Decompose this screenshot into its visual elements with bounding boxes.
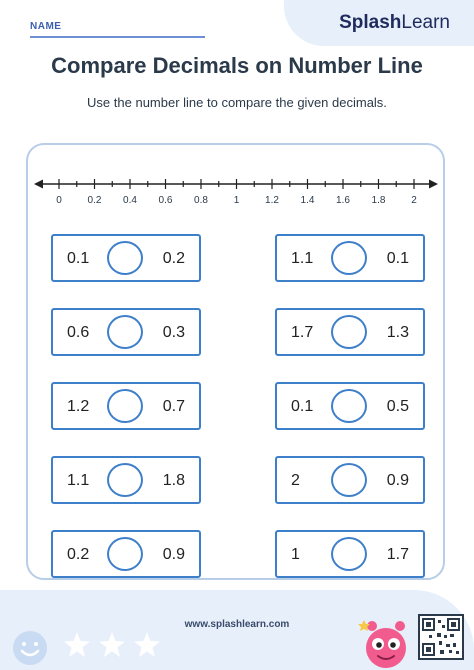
tick-label: 1: [233, 195, 240, 206]
answer-circle[interactable]: [107, 389, 143, 423]
answer-circle[interactable]: [107, 241, 143, 275]
compare-box-5: [51, 382, 201, 430]
left-arrow-icon: [34, 180, 43, 189]
answer-circle[interactable]: [107, 315, 143, 349]
compare-box-1: [51, 234, 201, 282]
left-value: 1.1: [291, 250, 314, 267]
right-value: 1.3: [386, 324, 409, 341]
answer-circle[interactable]: [331, 537, 367, 571]
name-line[interactable]: [30, 36, 205, 38]
right-value: 0.7: [162, 398, 185, 415]
star-icon: [62, 630, 92, 660]
left-value: 1.1: [67, 472, 90, 489]
answer-circle[interactable]: [331, 389, 367, 423]
compare-box-3: [51, 308, 201, 356]
left-value: 0.1: [291, 398, 314, 415]
tick-label: 0.8: [194, 195, 208, 206]
right-arrow-icon: [429, 180, 438, 189]
tick-label: 2: [411, 195, 417, 206]
compare-box-7: [51, 456, 201, 504]
logo-bold-text: Splash: [339, 12, 402, 33]
left-value: 0.1: [67, 250, 90, 267]
left-value: 1.2: [67, 398, 90, 415]
star-icon: [132, 630, 162, 660]
right-value: 0.9: [162, 546, 185, 563]
splashlearn-logo: [339, 12, 450, 34]
compare-box-9: [51, 530, 201, 578]
tick-label: 0: [56, 195, 62, 206]
right-value: 0.5: [386, 398, 409, 415]
tick-label: 0.4: [123, 195, 137, 206]
right-value: 1.8: [162, 472, 185, 489]
compare-box-4: [275, 308, 425, 356]
logo-light-text: Learn: [401, 12, 450, 33]
tick-label: 0.6: [158, 195, 173, 206]
smiley-icon: [10, 628, 50, 668]
footer-url[interactable]: www.splashlearn.com: [184, 619, 290, 630]
compare-box-8: [275, 456, 425, 504]
right-value: 1.7: [386, 546, 409, 563]
left-value: 1.7: [291, 324, 314, 341]
tick-label: 1.6: [336, 195, 350, 206]
compare-box-10: [275, 530, 425, 578]
compare-box-6: [275, 382, 425, 430]
number-line: [26, 165, 445, 215]
instructions: Use the number line to compare the given decimals.: [87, 95, 387, 110]
tick-label: 1.4: [300, 195, 315, 206]
left-value: 0.6: [67, 324, 90, 341]
name-label: NAME: [30, 21, 62, 32]
answer-circle[interactable]: [107, 463, 143, 497]
tick-label: 1.2: [265, 195, 279, 206]
right-value: 0.3: [162, 324, 185, 341]
right-value: 0.2: [162, 250, 185, 267]
number-line-ticks: [56, 179, 417, 206]
page-title: Compare Decimals on Number Line: [51, 53, 423, 78]
answer-circle[interactable]: [331, 315, 367, 349]
tick-label: 1.8: [371, 195, 386, 206]
left-value: 1: [291, 546, 300, 563]
mascot-icon: [358, 612, 414, 670]
star-icon: [97, 630, 127, 660]
compare-box-2: [275, 234, 425, 282]
tick-label: 0.2: [87, 195, 102, 206]
answer-circle[interactable]: [331, 241, 367, 275]
right-value: 0.9: [386, 472, 409, 489]
right-value: 0.1: [386, 250, 409, 267]
answer-circle[interactable]: [107, 537, 143, 571]
qr-code-icon: [418, 614, 464, 660]
left-value: 2: [291, 472, 300, 489]
left-value: 0.2: [67, 546, 90, 563]
answer-circle[interactable]: [331, 463, 367, 497]
